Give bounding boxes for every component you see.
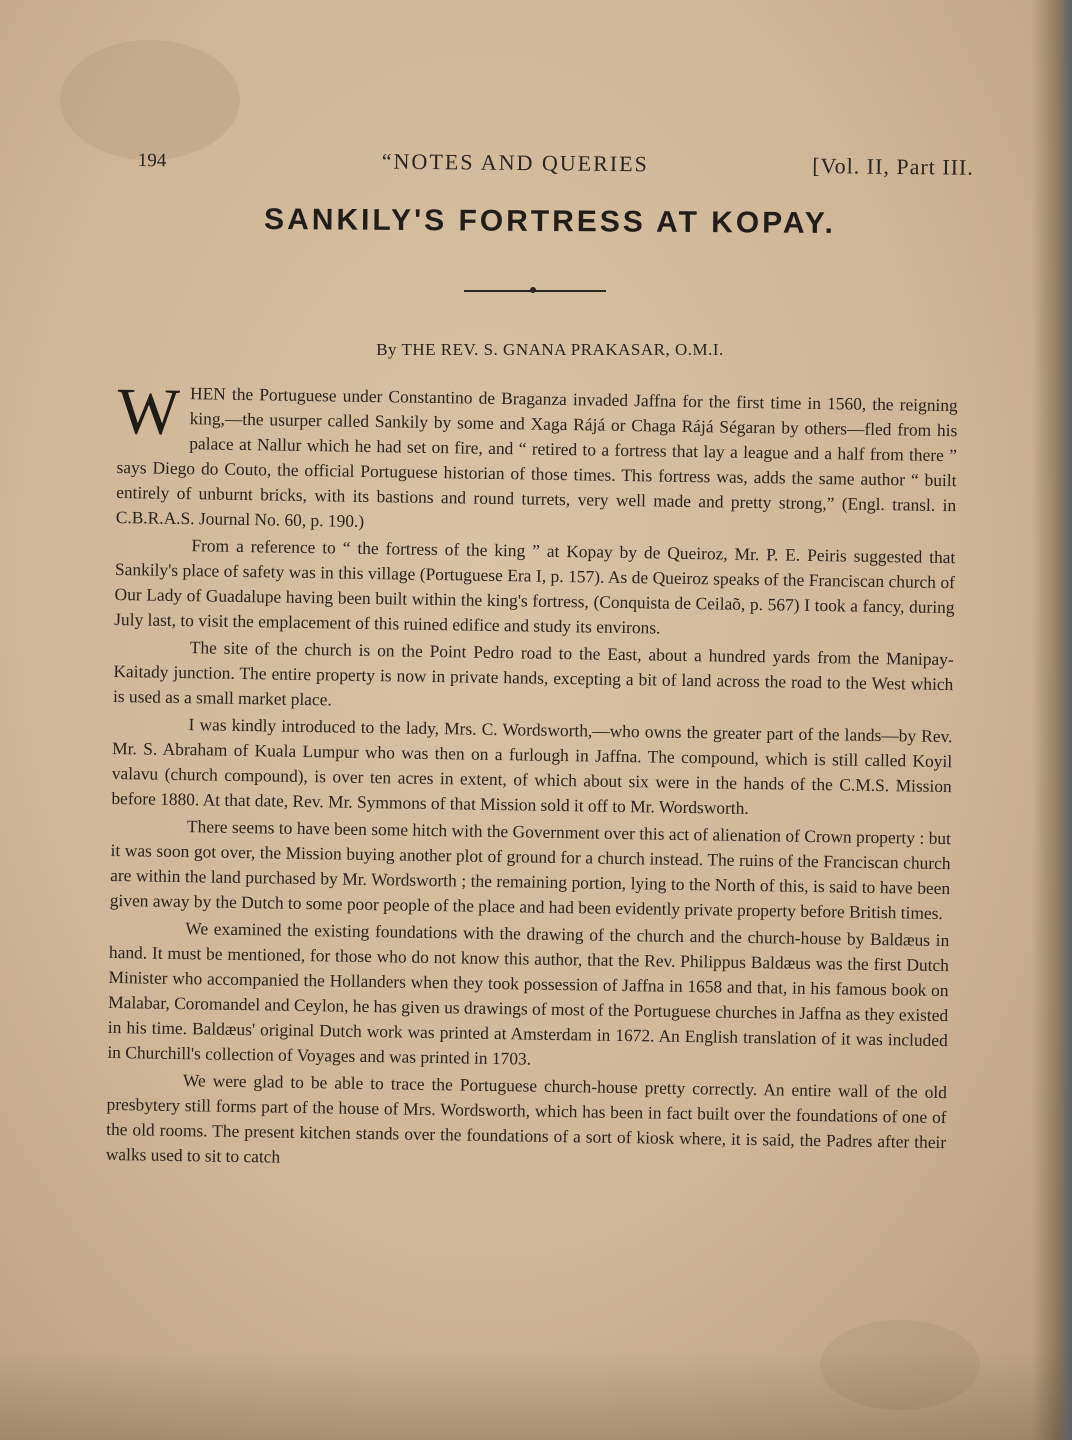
drop-cap: W [116, 375, 181, 449]
paragraph-2: From a reference to “ the fortress of the king ” at Kopay by de Queiroz, Mr. P. E. Peiris suggested that Sankily's place of safety was in this village (Portuguese Era I, p. 157). As de Queiroz speaks of the Franciscan church of Our Lady of Guadalupe having been built within the king's fortress, (Conquista de Ceilaõ, p. 567) I took a fancy, during July last, to visit the emplacement of this ruined edifice and study its environs. [114, 535, 956, 638]
paragraph-7: We were glad to be able to trace the Portuguese church-house pretty correctly. An entire wall of the old presbytery still forms part of the house of Mrs. Wordsworth, which has been in fact built over the foundations of one of the old rooms. The present kitchen stands over the foundations of a sort of kiosk where, it is said, the Padres after their walks used to sit to catch [105, 1070, 948, 1167]
article-title: SANKILY'S FORTRESS AT KOPAY. [264, 203, 837, 240]
page-edge [1032, 0, 1072, 1440]
paragraph-1 [115, 375, 958, 543]
running-head [138, 146, 974, 189]
page-number: 194 [137, 149, 167, 172]
journal-title: “NOTES AND QUERIES [381, 148, 649, 177]
page-shadow [0, 1350, 1072, 1440]
volume-label: [Vol. II, Part III. [812, 153, 974, 180]
paragraph-6: We examined the existing foundations with the drawing of the church and the church-house by Baldæus in hand. It must be mentioned, for those who do not know this author, that the Rev. Philippus Baldæus was the first Dutch Minister who accompanied the Hollanders when they took possession of Jaffna in 1658 and that, in his famous book on Malabar, Coromandel and Ceylon, he has given us drawings of most of the Portuguese churches in Jaffna as they existed in his time. Baldæus' original Dutch work was printed at Amsterdam in 1672. An English translation of it was included in Churchill's collection of Voyages and was printed in 1703. [107, 918, 950, 1069]
paragraph-text: HEN the Portuguese under Constantino de Braganza invaded Jaffna for the first time in 1560, the reigning king,—the usurper called Sankily by some and Xaga Rájá or Chaga Rájá Ségaran by others—fled from his palace at Nallur which he had set on fire, and “ retired to a fortress that lay a league and a half from there ” says Diego do Couto, the official Portuguese historian of those times. This fortress was, adds the same author “ built entirely of unburnt bricks, with its bastions and round turrets, very well made and pretty strong,” (Engl. transl. in C.B.R.A.S. Journal No. 60, p. 190.) [115, 383, 958, 531]
article-body [105, 375, 958, 1182]
paragraph-4: I was kindly introduced to the lady, Mrs. C. Wordsworth,—who owns the greater part of the lands—by Rev. Mr. S. Abraham of Kuala Lumpur who was then on a furlough in Jaffna. The compound, which is still called Koyil valavu (church compound), is over ten acres in extent, of which about six were in the hands of the C.M.S. Mission before 1880. At that date, Rev. Mr. Symmons of that Mission sold it off to Mr. Wordsworth. [111, 714, 953, 818]
title-divider-ornament [530, 287, 536, 293]
article-byline: By THE REV. S. GNANA PRAKASAR, O.M.I. [376, 340, 724, 359]
paragraph-5: There seems to have been some hitch with the Government over this act of alienation of Crown property : but it was soon got over, the Mission buying another plot of ground for a church instead. The ruins of the Franciscan church are within the land purchased by Mr. Wordsworth ; the remaining portion, lying to the North of this, is said to have been given away by the Dutch to some poor people of the place and had been evidently private property before British times. [109, 816, 952, 924]
paper-stain [60, 40, 240, 160]
paragraph-3: The site of the church is on the Point Pedro road to the East, about a hundred yards from the Manipay-Kaitady junction. The entire property is now in private hands, excepting a bit of land across the road to the West which is used as a small market place. [112, 637, 954, 710]
